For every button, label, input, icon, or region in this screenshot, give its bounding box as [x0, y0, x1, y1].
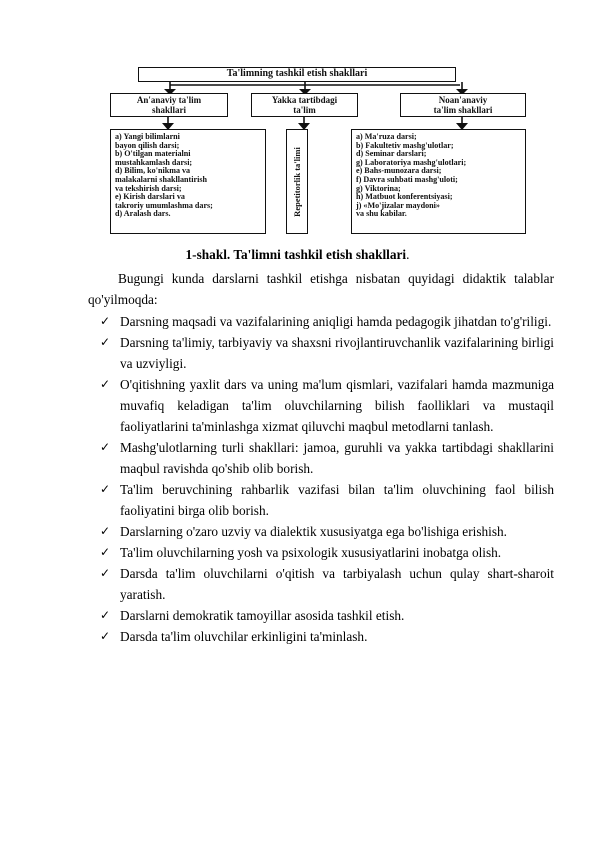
list-item: mustahkamlash darsi;: [115, 157, 193, 167]
list-item: d) Seminar darslari;: [356, 149, 427, 159]
header-individual: [251, 93, 358, 117]
check-icon: ✓: [100, 482, 111, 496]
list-item: bayon qilish darsi;: [115, 140, 180, 150]
requirement-text: Darsda ta'lim oluvchilarni o'qitish va tarbiyalash uchun qulay shart-sharoit yaratish.: [120, 566, 554, 602]
list-item: d) Bilim, ko'nikma va: [115, 166, 191, 176]
header-nontraditional-line: Noan'anaviy: [438, 95, 488, 105]
list-item: j) «Mo'jizalar maydoni»: [356, 200, 440, 210]
list-item: [100, 437, 554, 479]
list-item: [100, 542, 554, 563]
figure-caption-text: 1-shakl. Ta'limni tashkil etish shakllari: [185, 247, 407, 262]
list-item: [100, 374, 554, 437]
header-individual-line: ta'lim: [293, 105, 316, 115]
list-item: takroriy umumlashma dars;: [115, 200, 213, 210]
requirement-text: Darslarni demokratik tamoyillar asosida tashkil etish.: [120, 608, 405, 623]
requirement-text: Ta'lim beruvchining rahbarlik vazifasi bilan ta'lim oluvchining faol bilish faoliyatini birga olib borish.: [120, 482, 554, 518]
check-icon: ✓: [100, 524, 111, 538]
list-item: b) Fakultetiv mashg'ulotlar;: [356, 140, 454, 150]
list-item: va tekshirish darsi;: [115, 183, 182, 193]
check-icon: ✓: [100, 545, 111, 559]
list-item: [100, 332, 554, 374]
tutoring-box: [286, 129, 308, 234]
list-item: [100, 626, 554, 647]
list-item: g) Laboratoriya mashg'ulotlari;: [356, 157, 467, 167]
list-item: d) Aralash dars.: [115, 209, 171, 219]
figure-caption-end: .: [406, 247, 410, 262]
list-item: [100, 605, 554, 626]
list-item: e) Kirish darslari va: [115, 192, 185, 202]
tutoring-label: Repetitorlik ta'limi: [292, 146, 302, 217]
list-item: e) Bahs-munozara darsi;: [356, 166, 442, 176]
list-item: h) Matbuot konferentsiyasi;: [356, 192, 453, 202]
requirement-text: O'qitishning yaxlit dars va uning ma'lum qismlari, vazifalari hamda mazmuniga muvafiq keladigan ta'lim oluvchilarning bilish faolliklari va mustaqil faoliyatlarini ta'minlashga xizmat qiluvchi maqbul metodlarni tanlash.: [120, 377, 554, 434]
figure-caption: [0, 247, 595, 263]
header-nontraditional-line: ta'lim shakllari: [433, 105, 493, 115]
list-item: [100, 479, 554, 521]
diagram-title: Ta'limning tashkil etish shakllari: [138, 67, 456, 82]
requirement-text: Darsda ta'lim oluvchilar erkinligini ta'minlash.: [120, 629, 368, 644]
intro-paragraph: Bugungi kunda darslarni tashkil etishga nisbatan quyidagi didaktik talablar qo'yilmoqda:: [88, 271, 554, 307]
header-individual-line: Yakka tartibdagi: [271, 95, 338, 105]
requirement-text: Darsning ta'limiy, tarbiyaviy va shaxsni rivojlantiruvchanlik vazifalarining birligi va uzviyligi.: [120, 335, 554, 371]
header-traditional-line: An'anaviy ta'lim: [136, 95, 202, 105]
traditional-forms-list: [110, 129, 266, 234]
forms-diagram: [100, 60, 530, 236]
list-item: a) Ma'ruza darsi;: [356, 132, 417, 141]
requirement-text: Darsning maqsadi va vazifalarining aniqligi hamda pedagogik jihatdan to'g'riligi.: [120, 314, 552, 329]
check-icon: ✓: [100, 314, 111, 328]
check-icon: ✓: [100, 377, 111, 391]
header-traditional-line: shakllari: [151, 105, 186, 115]
check-icon: ✓: [100, 335, 111, 349]
check-icon: ✓: [100, 608, 111, 622]
list-item: f) Davra suhbati mashg'uloti;: [356, 174, 458, 184]
list-item: [100, 311, 554, 332]
header-nontraditional: [400, 93, 526, 117]
check-icon: ✓: [100, 566, 111, 580]
list-item: g) Viktorina;: [356, 183, 401, 193]
list-item: [100, 521, 554, 542]
list-item: a) Yangi bilimlarni: [115, 132, 180, 141]
check-icon: ✓: [100, 629, 111, 643]
requirement-text: Mashg'ulotlarning turli shakllari: jamoa, guruhli va yakka tartibdagi shakllarini maqbul ravishda qo'shib olib borish.: [120, 440, 554, 476]
list-item: b) O'tilgan materialni: [115, 149, 191, 159]
check-icon: ✓: [100, 440, 111, 454]
requirements-list: [100, 311, 554, 647]
nontraditional-forms-list: [351, 129, 526, 234]
header-traditional: [110, 93, 228, 117]
requirement-text: Darslarning o'zaro uzviy va dialektik xususiyatga ega bo'lishiga erishish.: [120, 524, 507, 539]
list-item: malakalarni shakllantirish: [115, 174, 207, 184]
list-item: [100, 563, 554, 605]
list-item: va shu kabilar.: [356, 209, 407, 219]
requirement-text: Ta'lim oluvchilarning yosh va psixologik xususiyatlarini inobatga olish.: [120, 545, 502, 560]
